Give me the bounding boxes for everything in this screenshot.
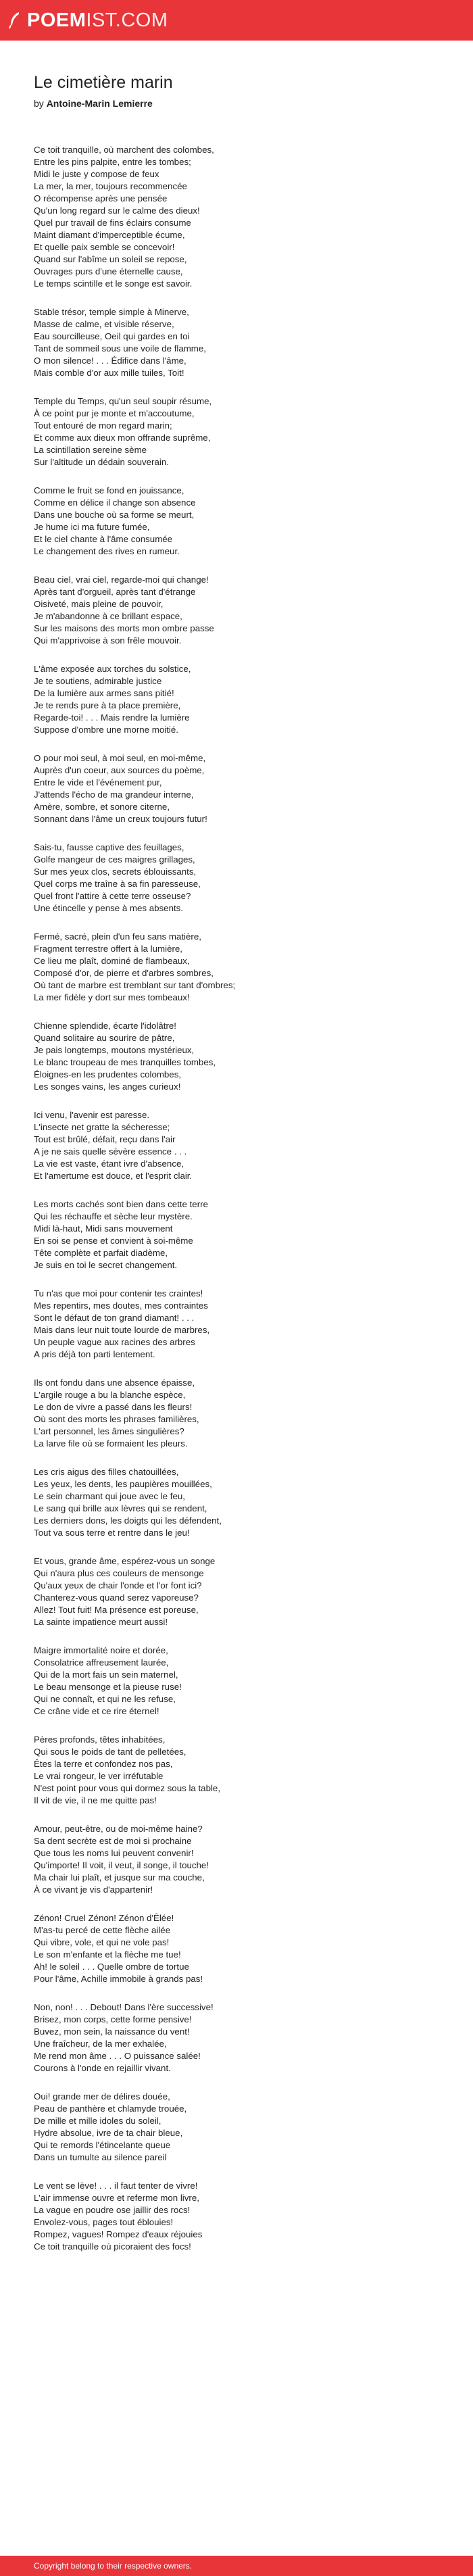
poem-line: Dans un tumulte au silence pareil (34, 2152, 167, 2162)
poem-line: L'art personnel, les âmes singulières? (34, 1426, 184, 1436)
site-header (0, 0, 473, 41)
poem-line: Sonnant dans l'âme un creux toujours futur! (34, 813, 207, 824)
poem-stanza (34, 1823, 439, 1896)
poem-stanza (34, 1020, 439, 1093)
poem-stanza (34, 306, 439, 379)
copyright-notice: Copyright belong to their respective owners. (34, 2561, 193, 2571)
logo-text-strong: POEM (27, 9, 86, 31)
poem-line: Oui! grande mer de délires douée, (34, 2091, 170, 2101)
poem-line: Beau ciel, vrai ciel, regarde-moi qui change! (34, 574, 209, 585)
poem-line: Non, non! . . . Debout! Dans l'ère successive! (34, 2001, 214, 2012)
poem-line: Tout entouré de mon regard marin; (34, 420, 172, 431)
poem-line: Qu'un long regard sur le calme des dieux! (34, 205, 200, 216)
feather-quill-icon (8, 11, 22, 29)
poem-stanza (34, 574, 439, 647)
poem-line: Buvez, mon sein, la naissance du vent! (34, 2026, 190, 2037)
poem-line: Qui n'aura plus ces couleurs de mensonge (34, 1568, 204, 1578)
poem-line: Suppose d'ombre une morne moitié. (34, 724, 178, 735)
poem-line: Les songes vains, les anges curieux! (34, 1081, 181, 1092)
poem-line: Pères profonds, têtes inhabitées, (34, 1734, 166, 1745)
poem-line: Stable trésor, temple simple à Minerve, (34, 306, 189, 317)
poem-line: La mer fidèle y dort sur mes tombeaux! (34, 992, 190, 1002)
poem-stanza (34, 2001, 439, 2074)
poem-line: Dans une bouche où sa forme se meurt, (34, 509, 195, 520)
poem-line: Je m'abandonne à ce brillant espace, (34, 610, 182, 621)
poem-stanza (34, 1734, 439, 1807)
poem-line: Quel front l'attire à cette terre osseuse? (34, 890, 191, 901)
site-logo[interactable] (8, 9, 168, 32)
poem-byline (34, 98, 439, 109)
poem-line: Courons à l'onde en rejaillir vivant. (34, 2062, 171, 2073)
poem-stanza (34, 1288, 439, 1361)
poem-line: Comme en délice il change son absence (34, 497, 196, 508)
poem-line: L'insecte net gratte la sécheresse; (34, 1121, 170, 1132)
poem-line: Entre le vide et l'événement pur, (34, 777, 162, 787)
poem-line: Consolatrice affreusement laurée, (34, 1657, 169, 1668)
poem-line: Tant de sommeil sous une voile de flamme, (34, 343, 206, 354)
poem-line: Oisiveté, mais pleine de pouvoir, (34, 598, 164, 609)
poem-line: Qu'importe! Il voit, il veut, il songe, il touche! (34, 1860, 209, 1870)
poem-line: Les morts cachés sont bien dans cette terre (34, 1198, 208, 1209)
poem-line: Qui te remords l'étincelante queue (34, 2139, 171, 2150)
poem-line: Une étincelle y pense à mes absents. (34, 902, 184, 913)
poem-body (34, 144, 439, 2253)
poem-line: Et l'amertume est douce, et l'esprit clair. (34, 1170, 193, 1181)
poem-content (0, 41, 439, 2253)
poem-line: Je te soutiens, admirable justice (34, 675, 162, 686)
poem-line: Éloignes-en les prudentes colombes, (34, 1069, 182, 1079)
poem-line: Et quelle paix semble se concevoir! (34, 241, 175, 252)
poem-line: Comme le fruit se fond en jouissance, (34, 485, 184, 495)
poem-line: Je te rends pure à ta place première, (34, 700, 181, 710)
poem-line: À ce point pur je monte et m'accoutume, (34, 408, 195, 418)
poem-line: O mon silence! . . . Édifice dans l'âme, (34, 355, 186, 366)
poem-line: Ce crâne vide et ce rire éternel! (34, 1705, 159, 1716)
poem-line: Le vrai rongeur, le ver irréfutable (34, 1770, 164, 1781)
poem-line: Tout est brûlé, défait, reçu dans l'air (34, 1134, 176, 1144)
poem-line: N'est point pour vous qui dormez sous la table, (34, 1782, 221, 1793)
poem-line: Le vent se lève! . . . il faut tenter de vivre! (34, 2180, 198, 2191)
poem-line: Ce toit tranquille où picoraient des focs! (34, 2241, 191, 2252)
poem-line: Le son m'enfante et la flèche me tue! (34, 1949, 181, 1960)
poem-line: Quand sur l'abîme un soleil se repose, (34, 253, 187, 264)
poem-line: En soi se pense et convient à soi-même (34, 1235, 193, 1246)
poem-line: L'âme exposée aux torches du solstice, (34, 663, 191, 674)
poem-line: Qui vibre, vole, et qui ne vole pas! (34, 1937, 170, 1947)
poem-line: Sur mes yeux clos, secrets éblouissants, (34, 866, 197, 877)
poem-stanza (34, 1377, 439, 1450)
poem-line: Sur l'altitude un dédain souverain. (34, 456, 169, 467)
poem-line: Midi là-haut, Midi sans mouvement (34, 1223, 173, 1234)
poem-line: Où sont des morts les phrases familières, (34, 1413, 199, 1424)
poem-line: Qui m'apprivoise à son frêle mouvoir. (34, 635, 182, 646)
poem-stanza (34, 1555, 439, 1628)
poem-line: Et le ciel chante à l'âme consumée (34, 533, 173, 544)
poem-line: Il vit de vie, il ne me quitte pas! (34, 1795, 157, 1805)
poem-line: J'attends l'écho de ma grandeur interne, (34, 789, 194, 800)
poem-stanza (34, 931, 439, 1004)
poem-line: Sais-tu, fausse captive des feuillages, (34, 842, 184, 852)
poem-stanza (34, 1912, 439, 1985)
poem-line: À ce vivant je vis d'appartenir! (34, 1884, 153, 1895)
poem-line: Fragment terrestre offert à la lumière, (34, 943, 182, 954)
poem-stanza (34, 1198, 439, 1271)
poem-line: Quel corps me traîne à sa fin paresseuse, (34, 878, 201, 889)
poem-line: Quel pur travail de fins éclairs consume (34, 217, 191, 228)
poem-line: L'air immense ouvre et referme mon livre, (34, 2192, 199, 2203)
logo-text-light: IST.COM (86, 9, 168, 31)
poem-line: Maigre immortalité noire et dorée, (34, 1645, 168, 1655)
poem-line: Rompez, vagues! Rompez d'eaux réjouies (34, 2229, 203, 2239)
poem-line: M'as-tu percé de cette flèche ailée (34, 1924, 171, 1935)
poem-line: Qui de la mort fais un sein maternel, (34, 1669, 178, 1680)
poem-line: Fermé, sacré, plein d'un feu sans matière, (34, 931, 201, 942)
poem-line: Sont le défaut de ton grand diamant! . . . (34, 1312, 195, 1323)
poem-line: Quand solitaire au sourire de pâtre, (34, 1032, 175, 1043)
poem-stanza (34, 663, 439, 736)
poem-line: Où tant de marbre est tremblant sur tant d'ombres; (34, 979, 236, 990)
poem-stanza (34, 1109, 439, 1182)
poem-line: Amour, peut-être, ou de moi-même haine? (34, 1823, 203, 1834)
poem-line: Qu'aux yeux de chair l'onde et l'or font ici? (34, 1580, 202, 1590)
byline-label: by (34, 97, 44, 109)
poem-line: Le beau mensonge et la pieuse ruse! (34, 1681, 182, 1692)
poem-line: Ce lieu me plaît, dominé de flambeaux, (34, 955, 190, 966)
poem-line: Le temps scintille et le songe est savoir. (34, 278, 193, 289)
poem-line: Entre les pins palpite, entre les tombes; (34, 156, 191, 167)
poem-line: Ici venu, l'avenir est paresse. (34, 1109, 150, 1120)
poem-line: Pour l'âme, Achille immobile à grands pas! (34, 1973, 203, 1984)
poem-line: Le blanc troupeau de mes tranquilles tombes, (34, 1056, 216, 1067)
poem-stanza (34, 2180, 439, 2253)
poem-line: Chanterez-vous quand serez vaporeuse? (34, 1592, 199, 1603)
poem-line: Brisez, mon corps, cette forme pensive! (34, 2014, 192, 2024)
poem-line: Les derniers dons, les doigts qui les défendent, (34, 1515, 222, 1526)
poem-line: Golfe mangeur de ces maigres grillages, (34, 854, 195, 865)
poem-line: Qui ne connaît, et qui ne les refuse, (34, 1693, 176, 1704)
poem-line: Ils ont fondu dans une absence épaisse, (34, 1377, 195, 1388)
poem-line: Tout va sous terre et rentre dans le jeu! (34, 1527, 190, 1538)
poem-line: Hydre absolue, ivre de ta chair bleue, (34, 2127, 183, 2138)
poem-line: Les yeux, les dents, les paupières mouillées, (34, 1478, 212, 1489)
poem-line: Je hume ici ma future fumée, (34, 521, 150, 532)
poem-line: A je ne sais quelle sévère essence . . . (34, 1146, 187, 1157)
poem-line: Le sang qui brille aux lèvres qui se rendent, (34, 1503, 207, 1513)
poem-line: La vague en poudre ose jaillir des rocs! (34, 2204, 191, 2215)
poem-line: De mille et mille idoles du soleil, (34, 2115, 161, 2126)
poem-stanza (34, 144, 439, 290)
poem-stanza (34, 752, 439, 825)
poem-line: Qui sous le poids de tant de pelletées, (34, 1746, 186, 1757)
poem-line: La mer, la mer, toujours recommencée (34, 180, 187, 191)
poem-stanza (34, 1645, 439, 1718)
poem-line: Chienne splendide, écarte l'idolâtre! (34, 1020, 176, 1031)
poem-line: A pris déjà ton parti lentement. (34, 1348, 155, 1359)
poem-line: Et comme aux dieux mon offrande suprême, (34, 432, 211, 443)
poem-line: Je suis en toi le secret changement. (34, 1259, 178, 1270)
poem-line: Auprès d'un coeur, aux sources du poème, (34, 764, 205, 775)
poem-line: Me rend mon âme . . . O puissance salée! (34, 2050, 201, 2061)
poem-line: La scintillation sereine sème (34, 444, 147, 455)
poem-line: Maint diamant d'imperceptible écume, (34, 229, 185, 240)
poem-line: Ouvrages purs d'une éternelle cause, (34, 266, 183, 276)
poem-line: Mais comble d'or aux mille tuiles, Toit! (34, 367, 184, 378)
poem-line: De la lumière aux armes sans pitié! (34, 687, 174, 698)
poem-line: Êtes la terre et confondez nos pas, (34, 1758, 173, 1769)
poem-author: Antoine-Marin Lemierre (46, 97, 153, 109)
poem-line: Zénon! Cruel Zénon! Zénon d'Êlée! (34, 1912, 174, 1923)
poem-line: Peau de panthère et chlamyde trouée, (34, 2103, 187, 2114)
poem-line: Tête complète et parfait diadème, (34, 1247, 168, 1258)
poem-line: Eau sourcilleuse, Oeil qui gardes en toi (34, 331, 190, 341)
poem-line: Amère, sombre, et sonore citerne, (34, 801, 170, 812)
poem-line: Le don de vivre a passé dans les fleurs! (34, 1401, 193, 1412)
poem-stanza (34, 485, 439, 558)
poem-line: La larve file où se formaient les pleurs. (34, 1438, 188, 1449)
poem-line: Le sein charmant qui joue avec le feu, (34, 1490, 185, 1501)
poem-line: Tu n'as que moi pour contenir tes craintes! (34, 1288, 203, 1298)
poem-line: Sur les maisons des morts mon ombre passe (34, 623, 214, 633)
poem-line: Après tant d'orgueil, après tant d'étrange (34, 586, 196, 597)
poem-line: Regarde-toi! . . . Mais rendre la lumière (34, 712, 190, 723)
poem-line: Midi le juste y compose de feux (34, 168, 159, 179)
poem-line: Et vous, grande âme, espérez-vous un songe (34, 1555, 216, 1566)
poem-line: Temple du Temps, qu'un seul soupir résume, (34, 395, 212, 406)
poem-stanza (34, 395, 439, 468)
poem-line: Ce toit tranquille, où marchent des colombes, (34, 144, 214, 155)
poem-line: Ah! le soleil . . . Quelle ombre de tortue (34, 1961, 189, 1972)
poem-line: O récompense après une pensée (34, 193, 168, 203)
poem-line: Une fraîcheur, de la mer exhalée, (34, 2038, 167, 2049)
poem-line: Masse de calme, et visible réserve, (34, 318, 174, 329)
poem-line: Composé d'or, de pierre et d'arbres sombres, (34, 967, 214, 978)
poem-line: La vie est vaste, étant ivre d'absence, (34, 1158, 184, 1169)
poem-line: Les cris aigus des filles chatouillées, (34, 1466, 179, 1477)
poem-line: Allez! Tout fuit! Ma présence est poreuse, (34, 1604, 199, 1615)
poem-line: Mais dans leur nuit toute lourde de marbres, (34, 1324, 210, 1335)
poem-line: Un peuple vague aux racines des arbres (34, 1336, 195, 1347)
poem-line: Qui les réchauffe et sèche leur mystère. (34, 1211, 193, 1221)
poem-line: Ma chair lui plaît, et jusque sur ma couche, (34, 1872, 205, 1882)
poem-stanza (34, 1466, 439, 1539)
poem-line: Que tous les noms lui peuvent convenir! (34, 1847, 194, 1858)
poem-line: Le changement des rives en rumeur. (34, 545, 180, 556)
site-footer (0, 2556, 473, 2576)
poem-title: Le cimetière marin (34, 73, 173, 92)
poem-line: Mes repentirs, mes doutes, mes contraintes (34, 1300, 208, 1311)
poem-stanza (34, 2091, 439, 2164)
poem-line: La sainte impatience meurt aussi! (34, 1616, 168, 1627)
poem-line: L'argile rouge a bu la blanche espèce, (34, 1389, 186, 1400)
poem-line: Je pais longtemps, moutons mystérieux, (34, 1044, 195, 1055)
poem-line: Envolez-vous, pages tout éblouies! (34, 2216, 174, 2227)
poem-stanza (34, 842, 439, 915)
poem-line: O pour moi seul, à moi seul, en moi-même, (34, 752, 206, 763)
poem-line: Sa dent secrète est de moi si prochaine (34, 1835, 192, 1846)
